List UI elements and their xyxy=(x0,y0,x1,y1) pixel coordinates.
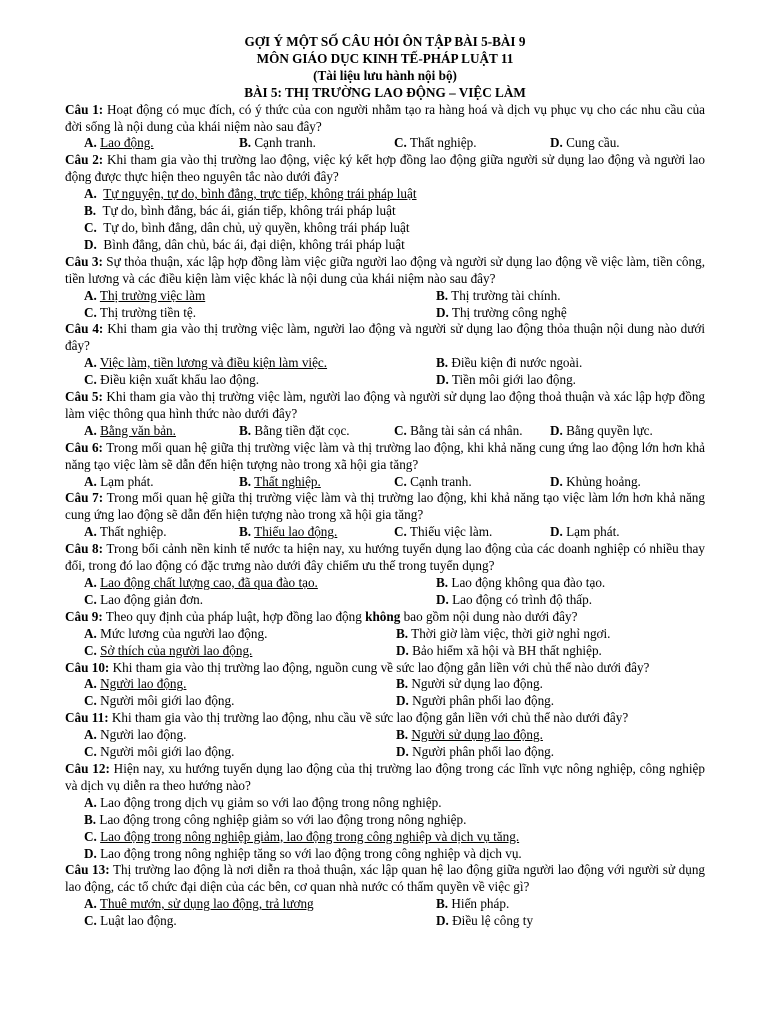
question-5-options xyxy=(65,423,705,440)
question-6: Câu 6: Trong mối quan hệ giữa thị trường việc làm và thị trường lao động, khi khả năng cung ứng lao động lớn hơn khả năng tạo việc làm sẽ dẫn đến hiện tượng nào trong xã hội gia tăng? xyxy=(65,439,706,472)
question-11-options-cd xyxy=(65,744,705,761)
option-b: B. Lao động không qua đào tạo. xyxy=(436,575,606,590)
option-c: C. Sở thích của người lao động. xyxy=(84,642,253,658)
option-a: A. Người lao động. xyxy=(84,676,187,692)
option-d: D. Lao động trong nông nghiệp tăng so với lao động trong công nghiệp và dịch vụ. xyxy=(84,845,522,861)
option-d: D. Lao động có trình độ thấp. xyxy=(436,591,593,607)
option-c: C. Người môi giới lao động. xyxy=(84,744,235,760)
question-9-options-ab xyxy=(65,626,705,643)
option-a: A. Tự nguyện, tự do, bình đẳng, trực tiếp, không trái pháp luật xyxy=(84,186,417,202)
question-13: Câu 13: Thị trường lao động là nơi diễn ra thoả thuận, xác lập quan hệ lao động giữa người lao động với người sử dụng lao động, các tổ chức đại diện của các bên, cơ quan nhà nước có thẩm quyền về việc gì? xyxy=(65,862,706,895)
option-a: A. Thuê mướn, sử dụng lao động, trả lương xyxy=(84,896,314,912)
question-6-options xyxy=(65,474,705,491)
option-a: A. Thất nghiệp. xyxy=(84,524,167,540)
option-b: B. Người sử dụng lao động. xyxy=(396,676,543,692)
question-4-options-cd xyxy=(65,372,705,389)
option-d: D. Cung cầu. xyxy=(550,135,620,151)
option-c: C. Thiếu việc làm. xyxy=(394,524,493,540)
question-10: Câu 10: Khi tham gia vào thị trường lao động, nguồn cung về sức lao động gắn liền với chủ thể nào dưới đây? xyxy=(65,659,650,675)
option-a: A. Mức lương của người lao động. xyxy=(84,625,268,641)
question-1: Câu 1: Hoạt động có mục đích, có ý thức của con người nhằm tạo ra hàng hoá và dịch vụ phục vụ cho các nhu cầu của đời sống là nội dung của khái niệm nào sau đây? xyxy=(65,101,706,134)
document-subtitle: (Tài liệu lưu hành nội bộ) xyxy=(313,67,457,83)
question-8-options-ab xyxy=(65,575,705,592)
option-c: C. Lao động giản đơn. xyxy=(84,591,204,607)
option-d: D. Bình đẳng, dân chủ, bác ái, đại diện, không trái pháp luật xyxy=(84,236,405,252)
question-7-options xyxy=(65,524,705,541)
document-title-1: GỢI Ý MỘT SỐ CÂU HỎI ÔN TẬP BÀI 5-BÀI 9 xyxy=(244,34,526,49)
option-a: A. Bằng văn bản. xyxy=(84,422,176,438)
option-b: B. Thiếu lao động. xyxy=(239,524,338,540)
question-3: Câu 3: Sự thỏa thuận, xác lập hợp đồng làm việc giữa người lao động và người sử dụng lao động về việc làm, tiền công, tiền lương và các điều kiện làm việc khác là nội dung của khái niệm nào sau đây? xyxy=(65,253,706,286)
option-c: C. Tự do, bình đẳng, dân chủ, uỷ quyền, không trái pháp luật xyxy=(84,219,410,235)
option-a: A. Việc làm, tiền lương và điều kiện làm việc. xyxy=(84,355,328,371)
question-10-options-cd xyxy=(65,693,705,710)
option-b: B. Tự do, bình đẳng, bác ái, gián tiếp, không trái pháp luật xyxy=(84,203,396,219)
question-2: Câu 2: Khi tham gia vào thị trường lao động, việc ký kết hợp đồng lao động giữa người sử dụng lao động và người lao động được thực hiện theo nguyên tắc nào dưới đây? xyxy=(65,152,705,185)
lesson-title: BÀI 5: THỊ TRƯỜNG LAO ĐỘNG – VIỆC LÀM xyxy=(244,84,526,100)
question-13-options-ab xyxy=(65,896,705,913)
option-c: C. Lao động trong nông nghiệp giảm, lao động trong công nghiệp và dịch vụ tăng. xyxy=(84,828,520,844)
option-c: C. Thất nghiệp. xyxy=(394,135,477,151)
option-b: B. Cạnh tranh. xyxy=(239,135,316,151)
question-11-options-ab xyxy=(65,727,705,744)
question-7: Câu 7: Trong mối quan hệ giữa thị trường việc làm và thị trường lao động, khi khả năng tạo việc làm lớn hơn khả năng cung ứng lao động sẽ dẫn đến hiện tượng nào trong xã hội gia tăng? xyxy=(65,490,705,523)
option-b: B. Hiến pháp. xyxy=(436,896,510,912)
question-4: Câu 4: Khi tham gia vào thị trường việc làm, người lao động và người sử dụng lao động thỏa thuận nội dung nào dưới đây? xyxy=(65,321,705,354)
document-title-2: MÔN GIÁO DỤC KINH TẾ-PHÁP LUẬT 11 xyxy=(256,50,514,66)
question-9: Câu 9: Theo quy định của pháp luật, hợp đồng lao động không bao gồm nội dung nào dưới đây? xyxy=(65,608,578,624)
question-3-options-ab xyxy=(65,288,705,305)
option-b: B. Thời giờ làm việc, thời giờ nghỉ ngơi. xyxy=(396,625,611,641)
option-d: D. Lạm phát. xyxy=(550,524,620,540)
question-13-options-cd xyxy=(65,913,705,930)
document-page xyxy=(65,34,705,930)
option-c: C. Người môi giới lao động. xyxy=(84,693,235,709)
option-c: C. Cạnh tranh. xyxy=(394,473,472,489)
question-3-options-cd xyxy=(65,305,705,322)
option-c: C. Luật lao động. xyxy=(84,913,177,929)
question-9-options-cd xyxy=(65,643,705,660)
question-5: Câu 5: Khi tham gia vào thị trường việc làm, người lao động và người sử dụng lao động thoả thuận và xác lập hợp đồng làm việc thông qua hình thức nào dưới đây? xyxy=(65,389,706,421)
question-4-options-ab xyxy=(65,355,705,372)
question-12: Câu 12: Hiện nay, xu hướng tuyển dụng lao động của thị trường lao động trong các lĩnh vực nông nghiệp, công nghiệp và dịch vụ diễn ra theo hướng nào? xyxy=(65,760,705,793)
option-b: B. Điều kiện đi nước ngoài. xyxy=(436,355,583,371)
option-c: C. Điều kiện xuất khẩu lao động. xyxy=(84,372,260,388)
option-a: A. Thị trường việc làm xyxy=(84,287,206,303)
option-a: A. Lao động chất lượng cao, đã qua đào tạo. xyxy=(84,575,318,590)
option-b: B. Lao động trong công nghiệp giảm so với lao động trong nông nghiệp. xyxy=(84,811,467,827)
question-11: Câu 11: Khi tham gia vào thị trường lao động, nhu cầu về sức lao động gắn liền với chủ thể nào dưới đây? xyxy=(65,710,629,726)
option-d: D. Bảo hiểm xã hội và BH thất nghiệp. xyxy=(396,642,602,658)
option-b: B. Bằng tiền đặt cọc. xyxy=(239,422,350,438)
option-d: D. Người phân phối lao động. xyxy=(396,693,555,709)
option-a: A. Lao động. xyxy=(84,135,154,151)
option-a: A. Lạm phát. xyxy=(84,473,154,489)
option-b: B. Người sử dụng lao động. xyxy=(396,727,543,743)
question-8: Câu 8: Trong bối cảnh nền kinh tế nước ta hiện nay, xu hướng tuyển dụng lao động của các doanh nghiệp có nhiều thay đổi, trong đó lao động có đặc trưng nào dưới đây chiếm ưu thế trong tuyển dụng? xyxy=(65,541,706,574)
option-d: D. Điều lệ công ty xyxy=(436,913,534,929)
option-d: D. Khủng hoảng. xyxy=(550,473,641,489)
question-1-options xyxy=(65,135,705,152)
option-d: D. Người phân phối lao động. xyxy=(396,744,555,760)
option-d: D. Tiền môi giới lao động. xyxy=(436,372,576,388)
option-b: B. Thất nghiệp. xyxy=(239,473,321,489)
option-d: D. Thị trường công nghệ xyxy=(436,304,567,320)
option-c: C. Thị trường tiền tệ. xyxy=(84,304,197,320)
option-b: B. Thị trường tài chính. xyxy=(436,287,561,303)
question-8-options-cd xyxy=(65,592,705,609)
option-a: A. Lao động trong dịch vụ giảm so với lao động trong nông nghiệp. xyxy=(84,794,442,810)
option-a: A. Người lao động. xyxy=(84,727,187,743)
option-c: C. Bằng tài sản cá nhân. xyxy=(394,422,523,438)
question-10-options-ab xyxy=(65,676,705,693)
option-d: D. Bằng quyền lực. xyxy=(550,422,653,438)
